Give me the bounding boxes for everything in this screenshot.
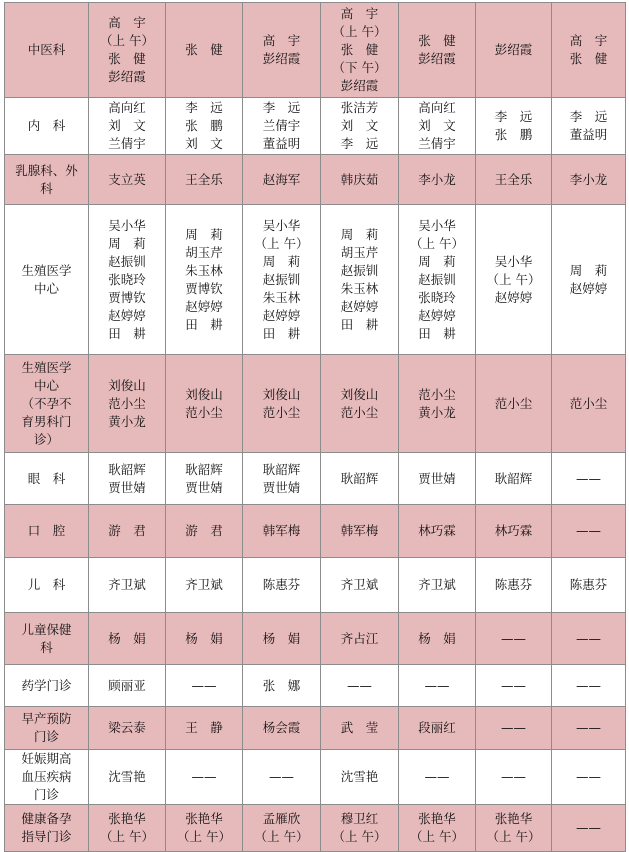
doctor-cell: 周 莉 胡玉芹 赵振钏 朱玉林 赵婷婷 田 耕 — [321, 205, 399, 355]
doctor-cell: 刘俊山 范小尘 — [166, 355, 243, 453]
doctor-cell: 顾丽亚 — [89, 665, 166, 707]
doctor-cell: 李 远 张 鹏 — [476, 98, 552, 155]
doctor-cell: 杨 娟 — [89, 613, 166, 665]
doctor-cell: 高 宇 （上 午） 张 健 （下 午） 彭绍霞 — [321, 3, 399, 98]
doctor-cell: 贾世婧 — [399, 453, 476, 505]
department-cell: 儿 科 — [5, 558, 89, 613]
doctor-cell: 高 宇 张 健 — [552, 3, 626, 98]
department-cell: 健康备孕 指导门诊 — [5, 805, 89, 852]
schedule-row — [5, 3, 626, 98]
doctor-cell: 李 远 张 鹏 刘 文 — [166, 98, 243, 155]
doctor-cell: 武 莹 — [321, 707, 399, 750]
doctor-cell: 齐卫斌 — [321, 558, 399, 613]
schedule-row — [5, 805, 626, 852]
doctor-cell: 高向红 刘 文 兰倩宇 — [399, 98, 476, 155]
doctor-cell: —— — [399, 750, 476, 805]
doctor-cell: —— — [476, 707, 552, 750]
doctor-cell: 耿韶辉 贾世婧 — [89, 453, 166, 505]
doctor-cell: 王全乐 — [476, 155, 552, 205]
doctor-cell: 张 健 彭绍霞 — [399, 3, 476, 98]
doctor-cell: 高 宇 （上 午） 张 健 彭绍霞 — [89, 3, 166, 98]
department-cell: 妊娠期高 血压疾病 门诊 — [5, 750, 89, 805]
doctor-cell: 韩军梅 — [243, 505, 321, 558]
schedule-row — [5, 707, 626, 750]
doctor-cell: —— — [321, 665, 399, 707]
doctor-cell: 高向红 刘 文 兰倩宇 — [89, 98, 166, 155]
doctor-cell: 游 君 — [166, 505, 243, 558]
doctor-cell: —— — [552, 453, 626, 505]
doctor-cell: —— — [243, 750, 321, 805]
doctor-cell: 梁云泰 — [89, 707, 166, 750]
doctor-cell: 赵海军 — [243, 155, 321, 205]
doctor-cell: 齐卫斌 — [89, 558, 166, 613]
doctor-cell: 周 莉 胡玉芹 朱玉林 贾博钦 赵婷婷 田 耕 — [166, 205, 243, 355]
doctor-cell: —— — [399, 665, 476, 707]
department-cell: 眼 科 — [5, 453, 89, 505]
doctor-cell: 沈雪艳 — [89, 750, 166, 805]
doctor-cell: 李 远 董益明 — [552, 98, 626, 155]
doctor-cell: —— — [552, 707, 626, 750]
doctor-cell: —— — [476, 665, 552, 707]
doctor-cell: 王 静 — [166, 707, 243, 750]
doctor-cell: 张艳华 （上 午） — [399, 805, 476, 852]
doctor-cell: 耿韶辉 贾世婧 — [166, 453, 243, 505]
doctor-cell: 耿韶辉 贾世婧 — [243, 453, 321, 505]
doctor-cell: —— — [476, 613, 552, 665]
doctor-cell: 吴小华 （上 午） 周 莉 赵振钏 朱玉林 赵婷婷 田 耕 — [243, 205, 321, 355]
doctor-cell: 彭绍霞 — [476, 3, 552, 98]
department-cell: 口 腔 — [5, 505, 89, 558]
doctor-cell: 张 娜 — [243, 665, 321, 707]
schedule-row — [5, 98, 626, 155]
doctor-cell: 吴小华 （上 午） 赵婷婷 — [476, 205, 552, 355]
doctor-cell: 杨 娟 — [399, 613, 476, 665]
department-cell: 生殖医学 中心 — [5, 205, 89, 355]
doctor-cell: 杨 娟 — [243, 613, 321, 665]
doctor-cell: 吴小华 （上 午） 周 莉 赵振钏 张晓玲 赵婷婷 田 耕 — [399, 205, 476, 355]
doctor-cell: 林巧霖 — [476, 505, 552, 558]
department-cell: 药学门诊 — [5, 665, 89, 707]
doctor-cell: 游 君 — [89, 505, 166, 558]
doctor-cell: 韩庆茹 — [321, 155, 399, 205]
doctor-cell: 周 莉 赵婷婷 — [552, 205, 626, 355]
doctor-cell: 林巧霖 — [399, 505, 476, 558]
doctor-cell: 齐占江 — [321, 613, 399, 665]
doctor-cell: —— — [552, 613, 626, 665]
doctor-cell: —— — [552, 665, 626, 707]
doctor-cell: —— — [552, 750, 626, 805]
doctor-cell: 支立英 — [89, 155, 166, 205]
schedule-row — [5, 205, 626, 355]
schedule-row — [5, 665, 626, 707]
doctor-cell: 刘俊山 范小尘 黄小龙 — [89, 355, 166, 453]
department-cell: 内 科 — [5, 98, 89, 155]
doctor-cell: 段丽红 — [399, 707, 476, 750]
doctor-cell: 杨 娟 — [166, 613, 243, 665]
doctor-cell: 耿韶辉 — [476, 453, 552, 505]
doctor-cell: 张艳华 （上 午） — [89, 805, 166, 852]
schedule-row — [5, 355, 626, 453]
doctor-cell: 李 远 兰倩宇 董益明 — [243, 98, 321, 155]
department-cell: 中医科 — [5, 3, 89, 98]
department-cell: 儿童保健 科 — [5, 613, 89, 665]
doctor-cell: 范小尘 — [476, 355, 552, 453]
doctor-cell: 刘俊山 范小尘 — [321, 355, 399, 453]
doctor-cell: —— — [552, 505, 626, 558]
doctor-cell: 齐卫斌 — [166, 558, 243, 613]
schedule-row — [5, 505, 626, 558]
doctor-cell: 王全乐 — [166, 155, 243, 205]
doctor-cell: 杨会霞 — [243, 707, 321, 750]
department-cell: 生殖医学 中心 （不孕不 育男科门 诊） — [5, 355, 89, 453]
doctor-cell: —— — [166, 750, 243, 805]
doctor-cell: 陈惠芬 — [243, 558, 321, 613]
doctor-cell: 张艳华 （上 午） — [166, 805, 243, 852]
doctor-cell: 穆卫红 （上 午） — [321, 805, 399, 852]
doctor-cell: 韩军梅 — [321, 505, 399, 558]
doctor-cell: 范小尘 黄小龙 — [399, 355, 476, 453]
doctor-cell: 沈雪艳 — [321, 750, 399, 805]
schedule-row — [5, 750, 626, 805]
schedule-row — [5, 453, 626, 505]
schedule-body — [5, 3, 626, 852]
doctor-schedule-table — [4, 2, 626, 852]
doctor-cell: 张艳华 （上 午） — [476, 805, 552, 852]
doctor-cell: —— — [552, 805, 626, 852]
department-cell: 早产预防 门诊 — [5, 707, 89, 750]
schedule-row — [5, 613, 626, 665]
doctor-cell: —— — [476, 750, 552, 805]
doctor-cell: 高 宇 彭绍霞 — [243, 3, 321, 98]
doctor-cell: 范小尘 — [552, 355, 626, 453]
doctor-cell: 孟雁欣 （上 午） — [243, 805, 321, 852]
doctor-cell: 齐卫斌 — [399, 558, 476, 613]
doctor-cell: 张洁芳 刘 文 李 远 — [321, 98, 399, 155]
doctor-cell: 张 健 — [166, 3, 243, 98]
doctor-cell: 陈惠芬 — [476, 558, 552, 613]
doctor-cell: 陈惠芬 — [552, 558, 626, 613]
doctor-cell: 李小龙 — [552, 155, 626, 205]
doctor-cell: 刘俊山 范小尘 — [243, 355, 321, 453]
schedule-row — [5, 558, 626, 613]
department-cell: 乳腺科、外 科 — [5, 155, 89, 205]
doctor-cell: 耿韶辉 — [321, 453, 399, 505]
doctor-cell: —— — [166, 665, 243, 707]
doctor-cell: 吴小华 周 莉 赵振钏 张晓玲 贾博钦 赵婷婷 田 耕 — [89, 205, 166, 355]
schedule-row — [5, 155, 626, 205]
doctor-cell: 李小龙 — [399, 155, 476, 205]
